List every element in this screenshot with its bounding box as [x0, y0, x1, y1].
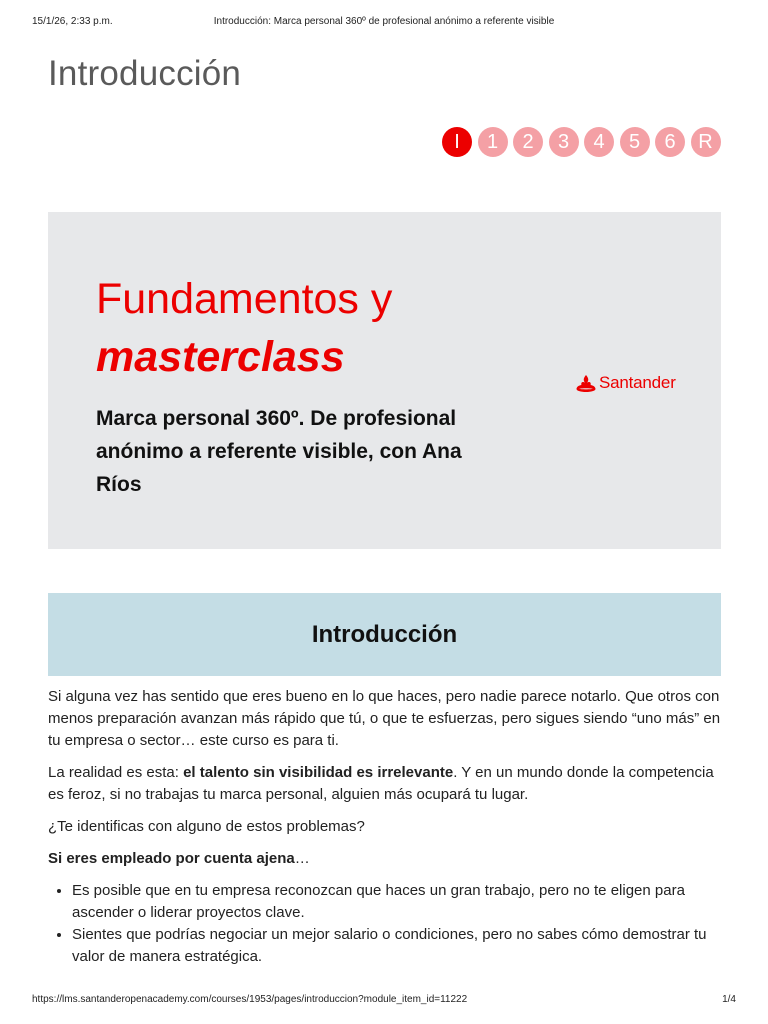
- pager-item-6[interactable]: 6: [655, 127, 685, 157]
- intro-paragraph-2: [48, 762, 722, 806]
- module-pager: [442, 127, 724, 157]
- p2-tail: . Y en un mundo donde la competencia es feroz, si no trabajas tu marca personal, alguien más ocupará tu lugar.: [48, 764, 714, 803]
- pager-item-intro[interactable]: I: [442, 127, 472, 157]
- p2-lead: La realidad es esta:: [48, 764, 184, 781]
- intro-content: [48, 686, 722, 968]
- p2-emphasis: el talento sin visibilidad es irrelevante: [183, 764, 454, 781]
- pager-item-3[interactable]: 3: [549, 127, 579, 157]
- hero-subtitle: Marca personal 360º. De profesional anónimo a referente visible, con Ana Ríos: [96, 407, 462, 496]
- course-hero-banner: [48, 212, 721, 549]
- print-doc-title: Introducción: Marca personal 360º de profesional anónimo a referente visible: [213, 16, 555, 27]
- pager-item-2[interactable]: 2: [513, 127, 543, 157]
- santander-logo-text: Santander: [599, 373, 676, 392]
- section-heading: Introducción: [311, 620, 458, 648]
- list-item: • Sientes que podrías negociar un mejor salario o condiciones, pero no sabes cómo demostrar tu valor de manera estratégica.: [72, 924, 722, 968]
- intro-question: ¿Te identificas con alguno de estos problemas?: [48, 818, 365, 835]
- print-datetime: 15/1/26, 2:33 p.m.: [32, 16, 113, 27]
- hero-title-line2: masterclass: [96, 333, 345, 381]
- employee-heading: [48, 848, 722, 870]
- page-title: Introducción: [48, 54, 242, 93]
- hero-title: [96, 270, 392, 386]
- section-header: [48, 593, 721, 676]
- pager-item-resources[interactable]: R: [691, 127, 721, 157]
- santander-logo: [576, 372, 676, 394]
- employee-problems-list: [48, 880, 722, 968]
- santander-flame-icon: [576, 374, 596, 392]
- print-footer: [32, 994, 736, 1008]
- print-page-number: 1/4: [722, 994, 736, 1005]
- pager-item-1[interactable]: 1: [478, 127, 508, 157]
- pager-item-4[interactable]: 4: [584, 127, 614, 157]
- print-url: https://lms.santanderopenacademy.com/courses/1953/pages/introduccion?module_item_id=11222: [32, 994, 468, 1005]
- print-header: [32, 16, 736, 30]
- employee-heading-ellipsis: …: [294, 850, 310, 867]
- pager-item-5[interactable]: 5: [620, 127, 650, 157]
- employee-heading-bold: Si eres empleado por cuenta ajena: [48, 850, 295, 867]
- list-item: • Es posible que en tu empresa reconozcan que haces un gran trabajo, pero no te eligen para ascender o liderar proyectos clave.: [72, 880, 722, 924]
- intro-paragraph-1: Si alguna vez has sentido que eres bueno en lo que haces, pero nadie parece notarlo. Que otros con menos preparación avanzan más rápido que tú, o que te esfuerzas, pero sigues siendo “uno más” en tu empresa o sector… este curso es para ti.: [48, 688, 721, 749]
- hero-title-line1: Fundamentos y: [96, 275, 393, 323]
